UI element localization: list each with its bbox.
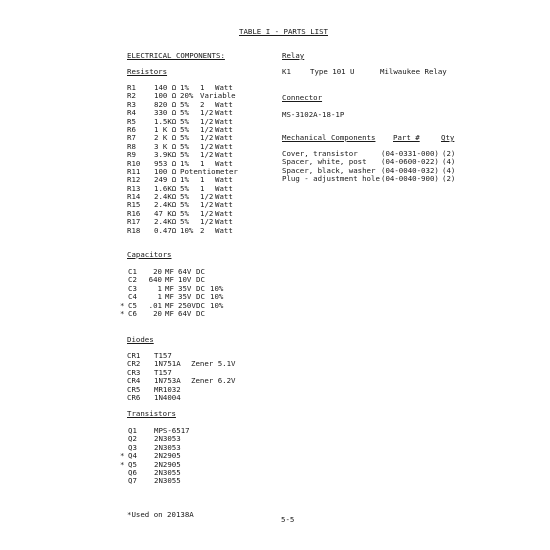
- transistor-row-cell: Q2: [128, 434, 137, 444]
- resistor-row-cell: Watt: [215, 192, 233, 202]
- transistor-table: [120, 427, 230, 486]
- diode-row-cell: MR1032: [154, 384, 181, 394]
- capacitor-row-cell: C4: [128, 292, 137, 302]
- mechanical-row-cell: Spacer, white, post: [282, 157, 367, 167]
- resistor-row-cell: 5%: [180, 133, 189, 143]
- capacitor-row-cell: 1: [157, 283, 162, 293]
- resistor-row-cell: 5%: [180, 150, 189, 160]
- resistor-row-cell: 820 Ω: [154, 99, 177, 109]
- resistor-row-cell: Watt: [215, 99, 233, 109]
- capacitor-row-cell: 1: [157, 292, 162, 302]
- resistor-row-cell: 5%: [180, 99, 189, 109]
- capacitor-row-cell: .01: [148, 300, 162, 310]
- resistor-row-cell: 3 K Ω: [154, 141, 177, 151]
- transistor-row-cell: Q5: [128, 459, 137, 469]
- resistor-row-cell: 2 K Ω: [154, 133, 177, 143]
- mechanical-qty-heading: Qty: [441, 133, 455, 142]
- transistor-row-cell: Q4: [128, 451, 137, 461]
- resistor-row-cell: 3.9KΩ: [154, 150, 177, 160]
- capacitor-row-cell: 10%: [210, 292, 224, 302]
- diode-row-cell: CR6: [127, 392, 141, 402]
- diode-row-cell: Zener 6.2V: [191, 376, 236, 386]
- resistor-row-cell: Watt: [215, 108, 233, 118]
- electrical-components-heading: ELECTRICAL COMPONENTS:: [127, 51, 225, 60]
- resistor-row-cell: R15: [127, 200, 141, 210]
- resistor-row-cell: Watt: [215, 116, 233, 126]
- transistor-row: [120, 477, 230, 485]
- relay-type: Type 101 U: [310, 67, 355, 76]
- resistor-row: [127, 92, 287, 100]
- resistor-row-cell: Watt: [215, 133, 233, 143]
- footnote: *Used on 20138A: [127, 510, 194, 519]
- transistor-row-cell: 2N3053: [154, 434, 181, 444]
- relay-designator: K1: [282, 67, 291, 76]
- diode-row-cell: T157: [154, 351, 172, 360]
- resistor-table: [127, 84, 287, 235]
- resistor-row-cell: R16: [127, 208, 141, 218]
- resistor-row-cell: 5%: [180, 141, 189, 151]
- mechanical-row-cell: Spacer, black, washer: [282, 165, 376, 175]
- mechanical-row-cell: (2): [442, 174, 456, 184]
- resistor-row-cell: 20%: [180, 91, 194, 101]
- resistor-row-cell: 140 Ω: [154, 83, 177, 92]
- resistor-row-cell: 2.4KΩ: [154, 217, 177, 227]
- connector-heading: Connector: [282, 93, 323, 102]
- resistor-row-cell: 5%: [180, 217, 189, 227]
- resistor-row-cell: 249 Ω: [154, 175, 177, 185]
- resistor-row-cell: 5%: [180, 124, 189, 134]
- resistor-row-cell: 1/2: [200, 108, 214, 118]
- mechanical-row-cell: Plug - adjustment hole: [282, 174, 380, 184]
- capacitor-row-cell: 10%: [210, 283, 224, 293]
- capacitor-row-cell: DC: [196, 292, 205, 302]
- mechanical-row-cell: (4): [442, 157, 456, 167]
- capacitor-row-cell: 250V: [178, 300, 196, 310]
- resistor-row-cell: R6: [127, 124, 136, 134]
- transistor-row-cell: *: [120, 451, 125, 461]
- diode-row-cell: CR3: [127, 367, 141, 377]
- resistor-row-cell: Watt: [215, 200, 233, 210]
- resistor-row-cell: 10%: [180, 225, 194, 235]
- resistor-row-cell: R14: [127, 192, 141, 202]
- resistor-row-cell: 1/2: [200, 192, 214, 202]
- resistor-row-cell: 47 KΩ: [154, 208, 177, 218]
- resistor-row-cell: R13: [127, 183, 141, 193]
- resistor-row-cell: 1 K Ω: [154, 124, 177, 134]
- resistor-row-cell: R12: [127, 175, 141, 185]
- resistor-row-cell: 1/2: [200, 150, 214, 160]
- relay-maker: Milwaukee Relay: [380, 67, 447, 76]
- resistor-row-cell: Watt: [215, 158, 233, 168]
- transistor-row-cell: Q3: [128, 442, 137, 452]
- resistor-row-cell: Watt: [215, 83, 233, 92]
- resistor-row-cell: 1%: [180, 175, 189, 185]
- diode-row-cell: CR4: [127, 376, 141, 386]
- transistors-heading: Transistors: [127, 409, 176, 418]
- resistor-row-cell: 1/2: [200, 133, 214, 143]
- resistor-row-cell: R7: [127, 133, 136, 143]
- capacitor-row-cell: 20: [153, 267, 162, 276]
- transistor-row-cell: 2N2905: [154, 451, 181, 461]
- resistor-row-cell: 5%: [180, 200, 189, 210]
- relay-heading: Relay: [282, 51, 305, 60]
- resistor-row-cell: Watt: [215, 183, 233, 193]
- diode-row-cell: 1N4004: [154, 392, 181, 402]
- transistor-row-cell: 2N2905: [154, 459, 181, 469]
- resistor-row-cell: Watt: [215, 175, 233, 185]
- capacitor-row-cell: 20: [153, 308, 162, 318]
- resistor-row-cell: 2: [200, 99, 205, 109]
- transistor-row-cell: 2N3055: [154, 476, 181, 486]
- resistor-row-cell: 1.5KΩ: [154, 116, 177, 126]
- resistor-row-cell: Watt: [215, 124, 233, 134]
- capacitor-row-cell: MF: [165, 308, 174, 318]
- resistor-row-cell: 5%: [180, 208, 189, 218]
- page-number: 5-5: [281, 515, 295, 524]
- capacitor-row: [120, 310, 250, 318]
- capacitor-row-cell: C2: [128, 275, 137, 285]
- mechanical-row-cell: (4): [442, 165, 456, 175]
- diode-row-cell: Zener 5.1V: [191, 359, 236, 369]
- resistor-row-cell: 330 Ω: [154, 108, 177, 118]
- diode-row-cell: 1N753A: [154, 376, 181, 386]
- mechanical-row-cell: (04-0600-022): [381, 157, 439, 167]
- resistor-row-cell: Variable: [200, 91, 236, 101]
- resistor-row-cell: 100 Ω: [154, 166, 177, 176]
- resistor-row-cell: Potentiometer: [180, 166, 238, 176]
- mechanical-row-cell: (04-0040-032): [381, 165, 439, 175]
- resistor-row-cell: R10: [127, 158, 141, 168]
- resistor-row-cell: 2.4KΩ: [154, 192, 177, 202]
- resistor-row-cell: 1: [200, 83, 205, 92]
- mechanical-part-heading: Part #: [393, 133, 420, 142]
- relay-row: [282, 68, 482, 77]
- diode-row-cell: CR2: [127, 359, 141, 369]
- capacitor-row-cell: *: [120, 300, 125, 310]
- resistor-row-cell: R17: [127, 217, 141, 227]
- diode-row: [127, 386, 257, 394]
- capacitor-row-cell: 10V: [178, 275, 192, 285]
- resistor-row-cell: 5%: [180, 192, 189, 202]
- diode-row-cell: CR5: [127, 384, 141, 394]
- capacitor-row-cell: DC: [196, 275, 205, 285]
- resistor-row: [127, 176, 287, 184]
- resistor-row-cell: 5%: [180, 116, 189, 126]
- resistor-row-cell: 100 Ω: [154, 91, 177, 101]
- resistor-row-cell: 0.47Ω: [154, 225, 177, 235]
- capacitor-row-cell: DC: [196, 300, 205, 310]
- resistor-row-cell: R5: [127, 116, 136, 126]
- capacitor-row-cell: MF: [165, 292, 174, 302]
- resistor-row-cell: Watt: [215, 141, 233, 151]
- resistor-row: [127, 227, 287, 235]
- capacitors-heading: Capacitors: [127, 250, 172, 259]
- diode-row: [127, 377, 257, 385]
- resistor-row-cell: 1/2: [200, 200, 214, 210]
- resistor-row-cell: 1.6KΩ: [154, 183, 177, 193]
- mechanical-row-cell: (04-0331-000): [381, 149, 439, 158]
- diode-row-cell: CR1: [127, 351, 141, 360]
- resistor-row: [127, 168, 287, 176]
- resistor-row: [127, 218, 287, 226]
- resistor-row-cell: Watt: [215, 225, 233, 235]
- resistor-row-cell: R11: [127, 166, 141, 176]
- capacitor-row-cell: C3: [128, 283, 137, 293]
- capacitor-row-cell: C5: [128, 300, 137, 310]
- mechanical-row-cell: (2): [442, 149, 456, 158]
- transistor-row-cell: 2N3055: [154, 467, 181, 477]
- resistor-row-cell: R1: [127, 83, 136, 92]
- transistor-row-cell: Q1: [128, 426, 137, 435]
- mechanical-row-cell: (04-0040-900): [381, 174, 439, 184]
- capacitor-row-cell: 35V: [178, 283, 192, 293]
- capacitor-row-cell: DC: [196, 267, 205, 276]
- resistor-row-cell: R18: [127, 225, 141, 235]
- diode-row-cell: 1N751A: [154, 359, 181, 369]
- capacitor-row-cell: DC: [196, 283, 205, 293]
- resistor-row-cell: 2: [200, 225, 205, 235]
- mechanical-row: [282, 175, 462, 183]
- resistor-row-cell: 1/2: [200, 141, 214, 151]
- resistor-row-cell: 1: [200, 183, 205, 193]
- capacitor-row-cell: 35V: [178, 292, 192, 302]
- resistor-row-cell: 1%: [180, 83, 189, 92]
- resistor-row-cell: 953 Ω: [154, 158, 177, 168]
- resistor-row-cell: 5%: [180, 183, 189, 193]
- resistor-row-cell: R8: [127, 141, 136, 151]
- capacitor-row-cell: 640: [148, 275, 162, 285]
- capacitor-row-cell: 10%: [210, 300, 224, 310]
- diode-table: [127, 352, 257, 402]
- resistor-row-cell: 1/2: [200, 124, 214, 134]
- resistor-row-cell: Watt: [215, 217, 233, 227]
- diode-row: [127, 360, 257, 368]
- transistor-row-cell: *: [120, 459, 125, 469]
- resistor-row-cell: 2.4KΩ: [154, 200, 177, 210]
- resistor-row: [127, 151, 287, 159]
- resistor-row-cell: R2: [127, 91, 136, 101]
- transistor-row-cell: Q6: [128, 467, 137, 477]
- mechanical-heading: Mechanical Components: [282, 133, 376, 142]
- resistor-row-cell: 1%: [180, 158, 189, 168]
- diodes-heading: Diodes: [127, 335, 154, 344]
- resistor-row-cell: R4: [127, 108, 136, 118]
- resistor-row-cell: Watt: [215, 208, 233, 218]
- capacitor-row-cell: *: [120, 308, 125, 318]
- resistor-row-cell: 1/2: [200, 217, 214, 227]
- diode-row-cell: T157: [154, 367, 172, 377]
- capacitor-row-cell: MF: [165, 283, 174, 293]
- resistors-heading: Resistors: [127, 67, 168, 76]
- resistor-row-cell: R9: [127, 150, 136, 160]
- capacitor-row-cell: DC: [196, 308, 205, 318]
- capacitor-row-cell: 64V: [178, 267, 192, 276]
- mechanical-row-cell: Cover, transistor: [282, 149, 358, 158]
- resistor-row-cell: 5%: [180, 108, 189, 118]
- resistor-row-cell: 1: [200, 158, 205, 168]
- connector-value: MS-3102A-18-1P: [282, 110, 345, 119]
- resistor-row-cell: 1: [200, 175, 205, 185]
- capacitor-row-cell: C6: [128, 308, 137, 318]
- resistor-row-cell: 1/2: [200, 116, 214, 126]
- resistor-row-cell: Watt: [215, 150, 233, 160]
- transistor-row-cell: 2N3053: [154, 442, 181, 452]
- capacitor-row-cell: 64V: [178, 308, 192, 318]
- capacitor-table: [120, 268, 250, 318]
- transistor-row-cell: Q7: [128, 476, 137, 486]
- capacitor-row-cell: C1: [128, 267, 137, 276]
- transistor-row-cell: MPS-6517: [154, 426, 190, 435]
- page-title: TABLE I - PARTS LIST: [239, 27, 328, 36]
- resistor-row-cell: 1/2: [200, 208, 214, 218]
- resistor-row-cell: R3: [127, 99, 136, 109]
- diode-row: [127, 394, 257, 402]
- capacitor-row-cell: MF: [165, 300, 174, 310]
- capacitor-row-cell: MF: [165, 267, 174, 276]
- capacitor-row-cell: MF: [165, 275, 174, 285]
- mechanical-table: [282, 150, 462, 184]
